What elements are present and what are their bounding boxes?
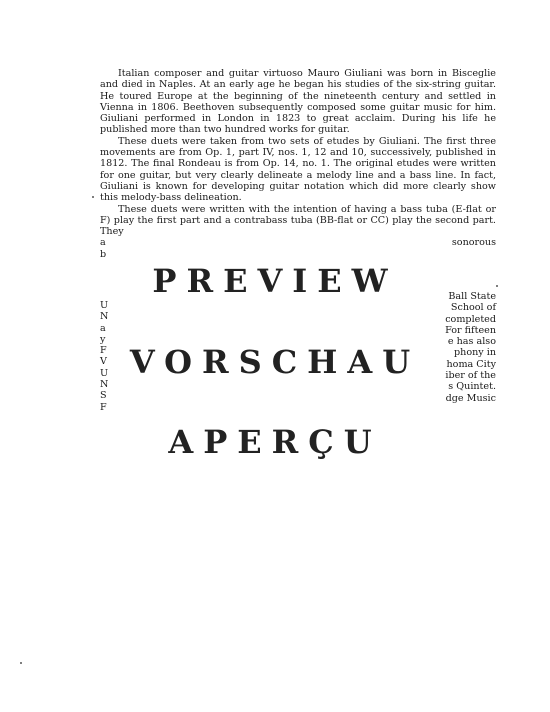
fragment-a: a (100, 237, 106, 248)
fragment-b: b (100, 249, 107, 260)
biography-paragraph: Italian composer and guitar virtuoso Mauro Giuliani was born in Bisceglie and died in Naples. At an early age he began his studies of the six-string guitar. He toured Europe at the beginning of the nineteenth century and settled in Vienna in 1806. Beethoven subsequently composed some guitar music for him. Giuliani performed in London in 1823 to great acclaim. During his life he published more than two hundred works for guitar. (100, 68, 496, 136)
watermark-preview: PREVIEW (152, 262, 398, 300)
right-fragment: dge Music (445, 392, 496, 404)
instrumentation-paragraph: These duets were written with the intention of having a bass tuba (E-flat or F) play the first part and a contrabass tuba (BB-flat or CC) play the second part. They (100, 203, 496, 238)
left-fragment: y (100, 333, 106, 345)
right-fragment: phony in (454, 347, 496, 359)
left-fragment: S (100, 390, 107, 402)
right-fragment: e has also (447, 336, 496, 348)
left-fragment: N (100, 379, 109, 391)
scan-speck (92, 196, 94, 198)
composer-notes (100, 68, 496, 237)
scan-speck (20, 662, 22, 664)
right-fragment: iber of the (445, 370, 496, 382)
left-fragment: N (100, 311, 109, 323)
source-paragraph: These duets were taken from two sets of etudes by Giuliani. The first three movements are from Op. 1, part IV, nos. 1, 12 and 10, successively, published in 1812. The final Rondeau is from Op. 14, no. 1. The original etudes were written for one guitar, but very clearly delineate a melody line and a bass line. In fact, Giuliani is known for developing guitar notation which did more clearly show this melody-bass delineation. (100, 135, 496, 204)
right-fragment: s Quintet. (448, 381, 496, 393)
right-fragment: School of (450, 302, 496, 314)
right-fragment: completed (445, 313, 496, 325)
left-fragment: F (100, 345, 107, 357)
scan-speck (496, 285, 498, 287)
right-fragment: homa City (446, 358, 496, 370)
left-fragment: U (100, 300, 109, 311)
watermark-vorschau: VORSCHAU (129, 343, 421, 381)
right-fragment: Ball State (448, 291, 496, 302)
left-fragment: U (100, 367, 109, 379)
left-fragment: V (100, 356, 107, 368)
left-fragment: F (100, 401, 107, 413)
watermark-apercu: APERÇU (168, 423, 382, 461)
left-fragment: a (100, 322, 106, 334)
fragment-sonorous: sonorous (451, 237, 496, 248)
right-fragment: For fifteen (445, 324, 496, 336)
